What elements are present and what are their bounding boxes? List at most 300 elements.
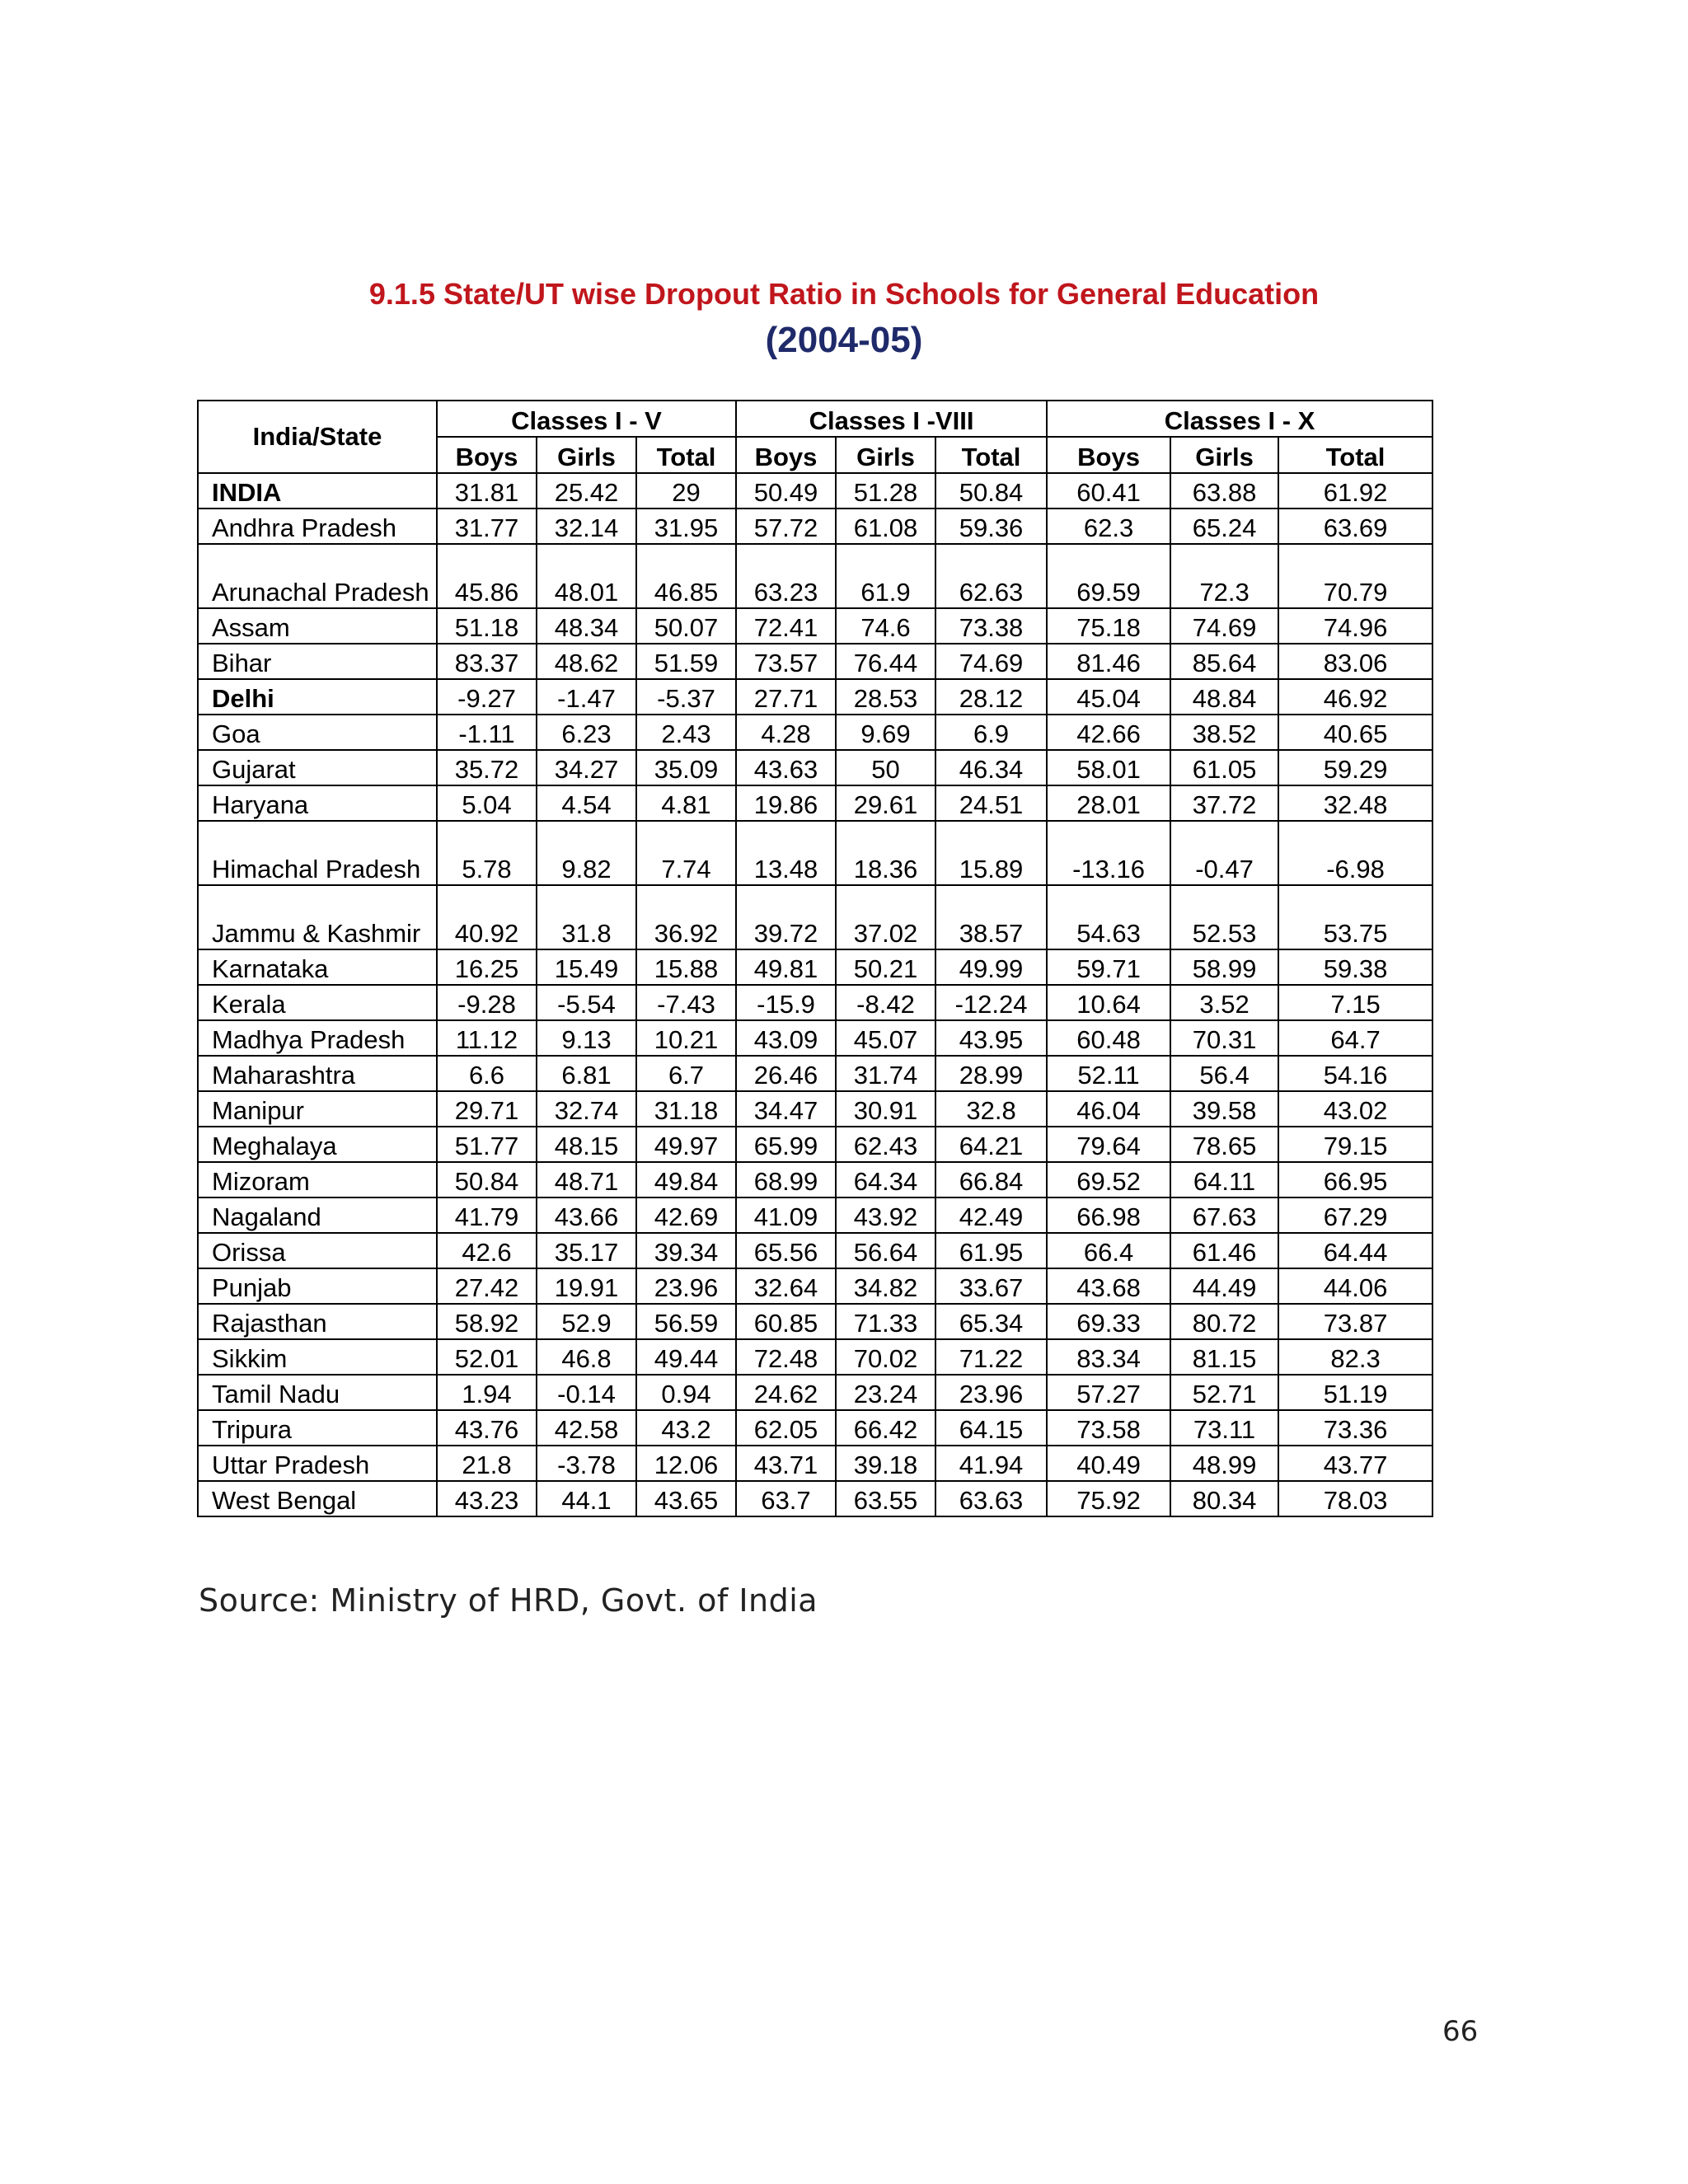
value-cell: 43.92 bbox=[836, 1197, 935, 1233]
value-cell: 75.92 bbox=[1047, 1481, 1170, 1516]
value-cell: -0.14 bbox=[537, 1375, 636, 1410]
value-cell: 34.47 bbox=[736, 1091, 836, 1127]
value-cell: 63.7 bbox=[736, 1481, 836, 1516]
value-cell: 51.19 bbox=[1278, 1375, 1432, 1410]
table-row bbox=[198, 1375, 1432, 1410]
value-cell: 49.44 bbox=[636, 1339, 736, 1375]
value-cell: 63.23 bbox=[736, 544, 836, 608]
sub-header-girls: Girls bbox=[836, 437, 935, 473]
value-cell: 60.41 bbox=[1047, 473, 1170, 509]
value-cell: 40.65 bbox=[1278, 715, 1432, 750]
value-cell: 65.99 bbox=[736, 1127, 836, 1162]
value-cell: 71.22 bbox=[935, 1339, 1047, 1375]
value-cell: 48.84 bbox=[1170, 679, 1278, 715]
value-cell: 32.74 bbox=[537, 1091, 636, 1127]
value-cell: 3.52 bbox=[1170, 985, 1278, 1020]
value-cell: 75.18 bbox=[1047, 608, 1170, 644]
value-cell: 23.96 bbox=[636, 1268, 736, 1304]
table-row bbox=[198, 985, 1432, 1020]
sub-header-girls: Girls bbox=[1170, 437, 1278, 473]
state-name-cell: Kerala bbox=[198, 985, 437, 1020]
value-cell: 85.64 bbox=[1170, 644, 1278, 679]
value-cell: 83.34 bbox=[1047, 1339, 1170, 1375]
table-row bbox=[198, 1304, 1432, 1339]
value-cell: 48.99 bbox=[1170, 1446, 1278, 1481]
value-cell: 35.09 bbox=[636, 750, 736, 785]
table-row bbox=[198, 1233, 1432, 1268]
value-cell: 31.81 bbox=[437, 473, 537, 509]
value-cell: 74.69 bbox=[935, 644, 1047, 679]
value-cell: 40.92 bbox=[437, 885, 537, 949]
sub-header-total: Total bbox=[935, 437, 1047, 473]
value-cell: 62.05 bbox=[736, 1410, 836, 1446]
value-cell: 46.8 bbox=[537, 1339, 636, 1375]
value-cell: 6.23 bbox=[537, 715, 636, 750]
value-cell: 63.88 bbox=[1170, 473, 1278, 509]
state-name-cell: West Bengal bbox=[198, 1481, 437, 1516]
value-cell: 69.52 bbox=[1047, 1162, 1170, 1197]
value-cell: 59.71 bbox=[1047, 949, 1170, 985]
sub-header-girls: Girls bbox=[537, 437, 636, 473]
state-name-cell: Andhra Pradesh bbox=[198, 509, 437, 544]
value-cell: 40.49 bbox=[1047, 1446, 1170, 1481]
table-row bbox=[198, 679, 1432, 715]
table-row bbox=[198, 715, 1432, 750]
value-cell: 15.89 bbox=[935, 821, 1047, 885]
value-cell: 63.63 bbox=[935, 1481, 1047, 1516]
table-header bbox=[198, 401, 1432, 473]
state-name-cell: Jammu & Kashmir bbox=[198, 885, 437, 949]
sub-header-total: Total bbox=[1278, 437, 1432, 473]
value-cell: 62.3 bbox=[1047, 509, 1170, 544]
value-cell: 63.69 bbox=[1278, 509, 1432, 544]
document-subtitle: (2004-05) bbox=[765, 320, 923, 360]
state-name-cell: Madhya Pradesh bbox=[198, 1020, 437, 1056]
value-cell: 64.11 bbox=[1170, 1162, 1278, 1197]
value-cell: 83.06 bbox=[1278, 644, 1432, 679]
value-cell: -6.98 bbox=[1278, 821, 1432, 885]
value-cell: 27.42 bbox=[437, 1268, 537, 1304]
value-cell: 54.16 bbox=[1278, 1056, 1432, 1091]
sub-header-boys: Boys bbox=[1047, 437, 1170, 473]
value-cell: 81.15 bbox=[1170, 1339, 1278, 1375]
state-name-cell: Meghalaya bbox=[198, 1127, 437, 1162]
value-cell: 51.28 bbox=[836, 473, 935, 509]
value-cell: 66.84 bbox=[935, 1162, 1047, 1197]
value-cell: 32.8 bbox=[935, 1091, 1047, 1127]
value-cell: 59.38 bbox=[1278, 949, 1432, 985]
value-cell: 61.08 bbox=[836, 509, 935, 544]
value-cell: 79.64 bbox=[1047, 1127, 1170, 1162]
table-row bbox=[198, 949, 1432, 985]
value-cell: 70.31 bbox=[1170, 1020, 1278, 1056]
value-cell: 66.42 bbox=[836, 1410, 935, 1446]
table-group-header-row bbox=[198, 401, 1432, 437]
value-cell: 43.63 bbox=[736, 750, 836, 785]
value-cell: 31.74 bbox=[836, 1056, 935, 1091]
table-row bbox=[198, 1162, 1432, 1197]
value-cell: -1.11 bbox=[437, 715, 537, 750]
value-cell: 80.34 bbox=[1170, 1481, 1278, 1516]
value-cell: 18.36 bbox=[836, 821, 935, 885]
value-cell: 61.95 bbox=[935, 1233, 1047, 1268]
value-cell: 28.01 bbox=[1047, 785, 1170, 821]
value-cell: -5.37 bbox=[636, 679, 736, 715]
value-cell: 46.92 bbox=[1278, 679, 1432, 715]
page-number: 66 bbox=[1442, 2015, 1479, 2048]
state-name-cell: Haryana bbox=[198, 785, 437, 821]
value-cell: 48.71 bbox=[537, 1162, 636, 1197]
state-name-cell: Punjab bbox=[198, 1268, 437, 1304]
state-name-cell: Rajasthan bbox=[198, 1304, 437, 1339]
value-cell: 73.57 bbox=[736, 644, 836, 679]
value-cell: 9.13 bbox=[537, 1020, 636, 1056]
value-cell: 65.24 bbox=[1170, 509, 1278, 544]
value-cell: 32.14 bbox=[537, 509, 636, 544]
value-cell: 24.62 bbox=[736, 1375, 836, 1410]
value-cell: 28.99 bbox=[935, 1056, 1047, 1091]
value-cell: 5.04 bbox=[437, 785, 537, 821]
value-cell: 21.8 bbox=[437, 1446, 537, 1481]
state-name-cell: Goa bbox=[198, 715, 437, 750]
value-cell: 41.09 bbox=[736, 1197, 836, 1233]
value-cell: 7.74 bbox=[636, 821, 736, 885]
value-cell: 12.06 bbox=[636, 1446, 736, 1481]
value-cell: 78.65 bbox=[1170, 1127, 1278, 1162]
value-cell: 6.9 bbox=[935, 715, 1047, 750]
value-cell: 50.84 bbox=[437, 1162, 537, 1197]
value-cell: 58.92 bbox=[437, 1304, 537, 1339]
state-name-cell: Arunachal Pradesh bbox=[198, 544, 437, 608]
value-cell: 53.75 bbox=[1278, 885, 1432, 949]
value-cell: -1.47 bbox=[537, 679, 636, 715]
state-name-cell: Delhi bbox=[198, 679, 437, 715]
value-cell: 26.46 bbox=[736, 1056, 836, 1091]
value-cell: 6.81 bbox=[537, 1056, 636, 1091]
value-cell: 79.15 bbox=[1278, 1127, 1432, 1162]
table-row bbox=[198, 1410, 1432, 1446]
value-cell: 31.8 bbox=[537, 885, 636, 949]
value-cell: 50.49 bbox=[736, 473, 836, 509]
value-cell: 59.29 bbox=[1278, 750, 1432, 785]
value-cell: 59.36 bbox=[935, 509, 1047, 544]
state-name-cell: Himachal Pradesh bbox=[198, 821, 437, 885]
value-cell: 62.43 bbox=[836, 1127, 935, 1162]
value-cell: 43.76 bbox=[437, 1410, 537, 1446]
value-cell: 67.63 bbox=[1170, 1197, 1278, 1233]
value-cell: 43.2 bbox=[636, 1410, 736, 1446]
value-cell: 51.18 bbox=[437, 608, 537, 644]
value-cell: 11.12 bbox=[437, 1020, 537, 1056]
group-header-classes-1-10: Classes I - X bbox=[1047, 401, 1432, 437]
value-cell: 49.99 bbox=[935, 949, 1047, 985]
value-cell: 50.07 bbox=[636, 608, 736, 644]
value-cell: 82.3 bbox=[1278, 1339, 1432, 1375]
value-cell: 32.48 bbox=[1278, 785, 1432, 821]
value-cell: -9.28 bbox=[437, 985, 537, 1020]
value-cell: 69.33 bbox=[1047, 1304, 1170, 1339]
table-row bbox=[198, 1481, 1432, 1516]
state-name-cell: Gujarat bbox=[198, 750, 437, 785]
value-cell: 54.63 bbox=[1047, 885, 1170, 949]
value-cell: 62.63 bbox=[935, 544, 1047, 608]
value-cell: 56.59 bbox=[636, 1304, 736, 1339]
value-cell: 66.95 bbox=[1278, 1162, 1432, 1197]
table-row bbox=[198, 1197, 1432, 1233]
value-cell: 56.64 bbox=[836, 1233, 935, 1268]
value-cell: 48.15 bbox=[537, 1127, 636, 1162]
value-cell: 42.6 bbox=[437, 1233, 537, 1268]
value-cell: 42.49 bbox=[935, 1197, 1047, 1233]
value-cell: 44.49 bbox=[1170, 1268, 1278, 1304]
value-cell: 56.4 bbox=[1170, 1056, 1278, 1091]
value-cell: 43.77 bbox=[1278, 1446, 1432, 1481]
value-cell: 36.92 bbox=[636, 885, 736, 949]
value-cell: 31.95 bbox=[636, 509, 736, 544]
value-cell: 73.58 bbox=[1047, 1410, 1170, 1446]
value-cell: 38.57 bbox=[935, 885, 1047, 949]
value-cell: 4.81 bbox=[636, 785, 736, 821]
value-cell: 64.34 bbox=[836, 1162, 935, 1197]
value-cell: 73.36 bbox=[1278, 1410, 1432, 1446]
table-row bbox=[198, 473, 1432, 509]
state-name-cell: Nagaland bbox=[198, 1197, 437, 1233]
value-cell: 39.58 bbox=[1170, 1091, 1278, 1127]
value-cell: 65.56 bbox=[736, 1233, 836, 1268]
value-cell: 33.67 bbox=[935, 1268, 1047, 1304]
sub-header-boys: Boys bbox=[437, 437, 537, 473]
value-cell: 45.04 bbox=[1047, 679, 1170, 715]
value-cell: 72.3 bbox=[1170, 544, 1278, 608]
state-name-cell: Orissa bbox=[198, 1233, 437, 1268]
state-name-cell: Tamil Nadu bbox=[198, 1375, 437, 1410]
value-cell: 31.18 bbox=[636, 1091, 736, 1127]
value-cell: 7.15 bbox=[1278, 985, 1432, 1020]
value-cell: 30.91 bbox=[836, 1091, 935, 1127]
value-cell: 74.96 bbox=[1278, 608, 1432, 644]
sub-header-boys: Boys bbox=[736, 437, 836, 473]
value-cell: 48.01 bbox=[537, 544, 636, 608]
value-cell: 66.98 bbox=[1047, 1197, 1170, 1233]
value-cell: 76.44 bbox=[836, 644, 935, 679]
value-cell: 50.21 bbox=[836, 949, 935, 985]
table-row bbox=[198, 1268, 1432, 1304]
value-cell: -0.47 bbox=[1170, 821, 1278, 885]
value-cell: 64.15 bbox=[935, 1410, 1047, 1446]
value-cell: 19.86 bbox=[736, 785, 836, 821]
value-cell: 58.99 bbox=[1170, 949, 1278, 985]
value-cell: 2.43 bbox=[636, 715, 736, 750]
value-cell: 39.72 bbox=[736, 885, 836, 949]
state-name-cell: Maharashtra bbox=[198, 1056, 437, 1091]
value-cell: 52.53 bbox=[1170, 885, 1278, 949]
value-cell: 49.84 bbox=[636, 1162, 736, 1197]
value-cell: 19.91 bbox=[537, 1268, 636, 1304]
value-cell: 48.62 bbox=[537, 644, 636, 679]
value-cell: 34.82 bbox=[836, 1268, 935, 1304]
value-cell: 4.28 bbox=[736, 715, 836, 750]
value-cell: 46.04 bbox=[1047, 1091, 1170, 1127]
value-cell: 51.77 bbox=[437, 1127, 537, 1162]
value-cell: 13.48 bbox=[736, 821, 836, 885]
value-cell: 39.18 bbox=[836, 1446, 935, 1481]
value-cell: 43.02 bbox=[1278, 1091, 1432, 1127]
value-cell: 45.07 bbox=[836, 1020, 935, 1056]
value-cell: 39.34 bbox=[636, 1233, 736, 1268]
state-name-cell: Bihar bbox=[198, 644, 437, 679]
value-cell: 10.21 bbox=[636, 1020, 736, 1056]
value-cell: 46.34 bbox=[935, 750, 1047, 785]
value-cell: 43.71 bbox=[736, 1446, 836, 1481]
value-cell: 43.09 bbox=[736, 1020, 836, 1056]
value-cell: 81.46 bbox=[1047, 644, 1170, 679]
value-cell: 16.25 bbox=[437, 949, 537, 985]
value-cell: -5.54 bbox=[537, 985, 636, 1020]
value-cell: 49.97 bbox=[636, 1127, 736, 1162]
value-cell: -3.78 bbox=[537, 1446, 636, 1481]
value-cell: 73.87 bbox=[1278, 1304, 1432, 1339]
table-row bbox=[198, 885, 1432, 949]
value-cell: 0.94 bbox=[636, 1375, 736, 1410]
table-row bbox=[198, 750, 1432, 785]
value-cell: 43.65 bbox=[636, 1481, 736, 1516]
value-cell: 41.79 bbox=[437, 1197, 537, 1233]
value-cell: 83.37 bbox=[437, 644, 537, 679]
table-row bbox=[198, 1127, 1432, 1162]
value-cell: 23.96 bbox=[935, 1375, 1047, 1410]
value-cell: 6.7 bbox=[636, 1056, 736, 1091]
value-cell: 9.82 bbox=[537, 821, 636, 885]
value-cell: 34.27 bbox=[537, 750, 636, 785]
table-row bbox=[198, 785, 1432, 821]
value-cell: 63.55 bbox=[836, 1481, 935, 1516]
value-cell: 1.94 bbox=[437, 1375, 537, 1410]
table-row bbox=[198, 509, 1432, 544]
value-cell: 65.34 bbox=[935, 1304, 1047, 1339]
value-cell: 37.72 bbox=[1170, 785, 1278, 821]
state-name-cell: Karnataka bbox=[198, 949, 437, 985]
value-cell: 32.64 bbox=[736, 1268, 836, 1304]
value-cell: 72.41 bbox=[736, 608, 836, 644]
value-cell: 9.69 bbox=[836, 715, 935, 750]
value-cell: 71.33 bbox=[836, 1304, 935, 1339]
value-cell: 64.44 bbox=[1278, 1233, 1432, 1268]
value-cell: 50.84 bbox=[935, 473, 1047, 509]
table-row bbox=[198, 544, 1432, 608]
value-cell: 43.95 bbox=[935, 1020, 1047, 1056]
value-cell: 35.72 bbox=[437, 750, 537, 785]
value-cell: 31.77 bbox=[437, 509, 537, 544]
value-cell: 64.21 bbox=[935, 1127, 1047, 1162]
value-cell: 25.42 bbox=[537, 473, 636, 509]
value-cell: 50 bbox=[836, 750, 935, 785]
value-cell: 24.51 bbox=[935, 785, 1047, 821]
value-cell: 60.48 bbox=[1047, 1020, 1170, 1056]
value-cell: 74.6 bbox=[836, 608, 935, 644]
value-cell: 43.66 bbox=[537, 1197, 636, 1233]
value-cell: 45.86 bbox=[437, 544, 537, 608]
value-cell: 42.58 bbox=[537, 1410, 636, 1446]
value-cell: 52.9 bbox=[537, 1304, 636, 1339]
value-cell: -15.9 bbox=[736, 985, 836, 1020]
state-name-cell: Mizoram bbox=[198, 1162, 437, 1197]
state-name-cell: Sikkim bbox=[198, 1339, 437, 1375]
table-row bbox=[198, 608, 1432, 644]
value-cell: 80.72 bbox=[1170, 1304, 1278, 1339]
value-cell: 52.71 bbox=[1170, 1375, 1278, 1410]
value-cell: 68.99 bbox=[736, 1162, 836, 1197]
value-cell: 70.02 bbox=[836, 1339, 935, 1375]
value-cell: -12.24 bbox=[935, 985, 1047, 1020]
value-cell: 61.92 bbox=[1278, 473, 1432, 509]
value-cell: 35.17 bbox=[537, 1233, 636, 1268]
value-cell: 61.46 bbox=[1170, 1233, 1278, 1268]
state-column-header: India/State bbox=[198, 401, 437, 473]
sub-header-total: Total bbox=[636, 437, 736, 473]
table-row bbox=[198, 1056, 1432, 1091]
value-cell: 78.03 bbox=[1278, 1481, 1432, 1516]
value-cell: 64.7 bbox=[1278, 1020, 1432, 1056]
value-cell: 74.69 bbox=[1170, 608, 1278, 644]
document-title: 9.1.5 State/UT wise Dropout Ratio in Schools for General Education bbox=[368, 277, 1320, 311]
state-name-cell: Manipur bbox=[198, 1091, 437, 1127]
value-cell: 70.79 bbox=[1278, 544, 1432, 608]
value-cell: 48.34 bbox=[537, 608, 636, 644]
table-row bbox=[198, 1020, 1432, 1056]
table-row bbox=[198, 1091, 1432, 1127]
value-cell: 52.11 bbox=[1047, 1056, 1170, 1091]
value-cell: 29.61 bbox=[836, 785, 935, 821]
dropout-ratio-table bbox=[197, 400, 1433, 1517]
table-row bbox=[198, 1446, 1432, 1481]
value-cell: 42.69 bbox=[636, 1197, 736, 1233]
state-name-cell: Assam bbox=[198, 608, 437, 644]
value-cell: 73.38 bbox=[935, 608, 1047, 644]
value-cell: 43.23 bbox=[437, 1481, 537, 1516]
table-body bbox=[198, 473, 1432, 1516]
value-cell: 41.94 bbox=[935, 1446, 1047, 1481]
value-cell: 69.59 bbox=[1047, 544, 1170, 608]
group-header-classes-1-5: Classes I - V bbox=[437, 401, 736, 437]
value-cell: 66.4 bbox=[1047, 1233, 1170, 1268]
value-cell: 72.48 bbox=[736, 1339, 836, 1375]
value-cell: -9.27 bbox=[437, 679, 537, 715]
value-cell: 29 bbox=[636, 473, 736, 509]
value-cell: -13.16 bbox=[1047, 821, 1170, 885]
value-cell: 28.53 bbox=[836, 679, 935, 715]
value-cell: 60.85 bbox=[736, 1304, 836, 1339]
value-cell: -8.42 bbox=[836, 985, 935, 1020]
table-row bbox=[198, 644, 1432, 679]
value-cell: 43.68 bbox=[1047, 1268, 1170, 1304]
value-cell: 44.06 bbox=[1278, 1268, 1432, 1304]
value-cell: 15.88 bbox=[636, 949, 736, 985]
value-cell: 42.66 bbox=[1047, 715, 1170, 750]
value-cell: 23.24 bbox=[836, 1375, 935, 1410]
value-cell: 51.59 bbox=[636, 644, 736, 679]
value-cell: 10.64 bbox=[1047, 985, 1170, 1020]
value-cell: 58.01 bbox=[1047, 750, 1170, 785]
value-cell: 4.54 bbox=[537, 785, 636, 821]
state-name-cell: Tripura bbox=[198, 1410, 437, 1446]
value-cell: 46.85 bbox=[636, 544, 736, 608]
value-cell: 28.12 bbox=[935, 679, 1047, 715]
value-cell: -7.43 bbox=[636, 985, 736, 1020]
value-cell: 57.72 bbox=[736, 509, 836, 544]
source-note: Source: Ministry of HRD, Govt. of India bbox=[199, 1582, 818, 1619]
state-name-cell: Uttar Pradesh bbox=[198, 1446, 437, 1481]
value-cell: 37.02 bbox=[836, 885, 935, 949]
